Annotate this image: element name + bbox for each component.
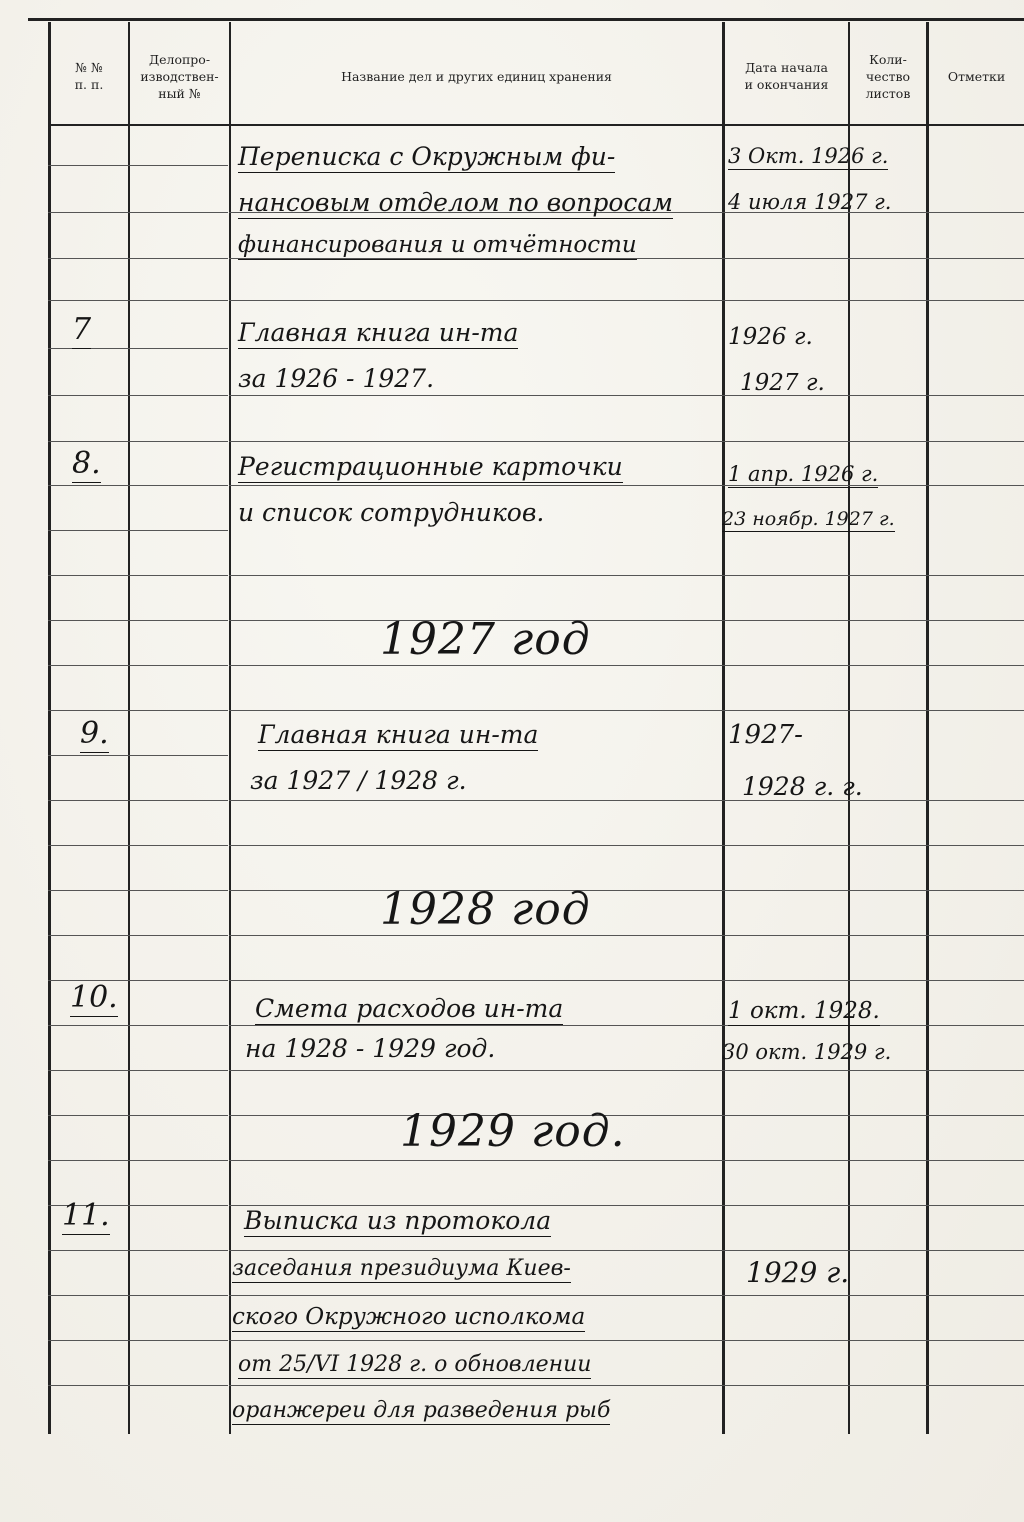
entry-title-line: от 25/VI 1928 г. о обновлении [238,1352,592,1377]
header-divider [48,124,1024,126]
header-dates-line: и окончания [744,77,829,92]
row-rule [48,845,228,846]
entry-date-end: 1928 г. г. [742,772,863,801]
header-dates [725,30,848,122]
entry-number: 11. [62,1198,110,1233]
row-rule [229,395,1024,396]
header-title-text: Название дел и других единиц хранения [341,68,612,84]
header-count-line: Коли- [869,51,907,67]
entry-date-end: 4 июля 1927 г. [728,190,892,214]
entry-title-line: на 1928 - 1929 год. [245,1034,496,1063]
row-rule [48,258,228,259]
row-rule [48,485,228,486]
entry-date-start: 1929 г. [746,1256,850,1289]
row-rule [48,1340,228,1341]
entry-number: 7 [72,312,92,347]
row-rule [48,441,228,442]
row-rule [48,1025,228,1026]
row-rule [229,1385,1024,1386]
row-rule [48,935,228,936]
header-dates-line: Дата начала [745,60,828,75]
entry-number: 8. [72,446,101,481]
entry-date-start: 1 апр. 1926 г. [728,462,879,486]
row-rule [229,620,1024,621]
year-heading: 1928 год [380,884,591,935]
header-number [50,30,128,122]
entry-title-line: за 1927 / 1928 г. [250,766,467,795]
row-rule [48,665,228,666]
row-rule [229,1295,1024,1296]
column-divider [926,22,929,1434]
entry-date-end: 1927 г. [740,370,825,396]
row-rule [48,800,228,801]
entry-number: 9. [80,716,109,751]
entry-title-line: Выписка из протокола [244,1206,552,1235]
row-rule [48,530,228,531]
row-rule [229,980,1024,981]
row-rule [229,1115,1024,1116]
row-rule [229,1025,1024,1026]
row-rule [229,1340,1024,1341]
header-count-line: листов [865,85,911,101]
row-rule [48,1070,228,1071]
row-rule [229,485,1024,486]
row-rule [229,800,1024,801]
entry-number: 10. [70,980,118,1015]
row-rule [229,845,1024,846]
row-rule [48,212,228,213]
header-office-line: ный № [158,85,201,101]
entry-title-line: ского Окружного исполкома [232,1304,586,1330]
header-count-line: чество [865,68,911,84]
entry-title-line: Главная книга ин-та [238,318,519,347]
row-rule [48,710,228,711]
row-rule [48,300,228,301]
row-rule [48,1385,228,1386]
year-heading: 1929 год. [400,1106,626,1157]
row-rule [48,755,228,756]
year-heading: 1927 год [380,614,591,665]
header-office-line: изводствен- [140,68,219,84]
entry-date-start: 1926 г. [728,324,813,350]
header-office-line: Делопро- [148,51,211,67]
header-notes-text: Отметки [947,68,1006,84]
entry-title-line: оранжереи для разведения рыб [232,1398,611,1423]
row-rule [229,1160,1024,1161]
entry-title-line: Переписка с Окружным фи- [238,142,616,171]
row-rule [48,1250,228,1251]
entry-title-line: нансовым отделом по вопросам [238,188,674,217]
left-border [48,22,51,1434]
row-rule [229,300,1024,301]
entry-title-line: Главная книга ин-та [258,720,539,749]
entry-title-line: за 1926 - 1927. [238,364,435,393]
top-border [28,18,1024,21]
column-divider [722,22,725,1434]
header-notes [929,30,1024,122]
entry-date-end: 30 окт. 1929 г. [722,1040,892,1064]
row-rule [229,710,1024,711]
row-rule [48,1115,228,1116]
entry-date-end: 23 ноябр. 1927 г. [722,508,895,530]
column-divider [848,22,850,1434]
header-sheet-count [850,30,926,122]
row-rule [48,620,228,621]
row-rule [229,890,1024,891]
row-rule [48,575,228,576]
entry-date-start: 1927- [728,720,803,750]
entry-date-start: 3 Окт. 1926 г. [728,144,889,168]
row-rule [229,441,1024,442]
entry-title-line: заседания президиума Киев- [232,1256,571,1281]
row-rule [229,1070,1024,1071]
row-rule [48,1295,228,1296]
header-office-number [130,30,229,122]
entry-title-line: Регистрационные карточки [238,452,623,481]
entry-title-line: Смета расходов ин-та [255,994,564,1023]
header-number-line: № № [75,60,103,75]
column-divider [229,22,231,1434]
row-rule [229,935,1024,936]
row-rule [48,395,228,396]
row-rule [48,890,228,891]
row-rule [48,1160,228,1161]
header-title [231,30,722,122]
header-number-line: п. п. [74,77,104,92]
row-rule [48,165,228,166]
entry-date-start: 1 окт. 1928. [728,998,880,1024]
column-divider [128,22,130,1434]
entry-title-line: финансирования и отчётности [238,232,637,258]
row-rule [229,575,1024,576]
row-rule [229,1250,1024,1251]
entry-title-line: и список сотрудников. [238,498,545,527]
row-rule [229,665,1024,666]
